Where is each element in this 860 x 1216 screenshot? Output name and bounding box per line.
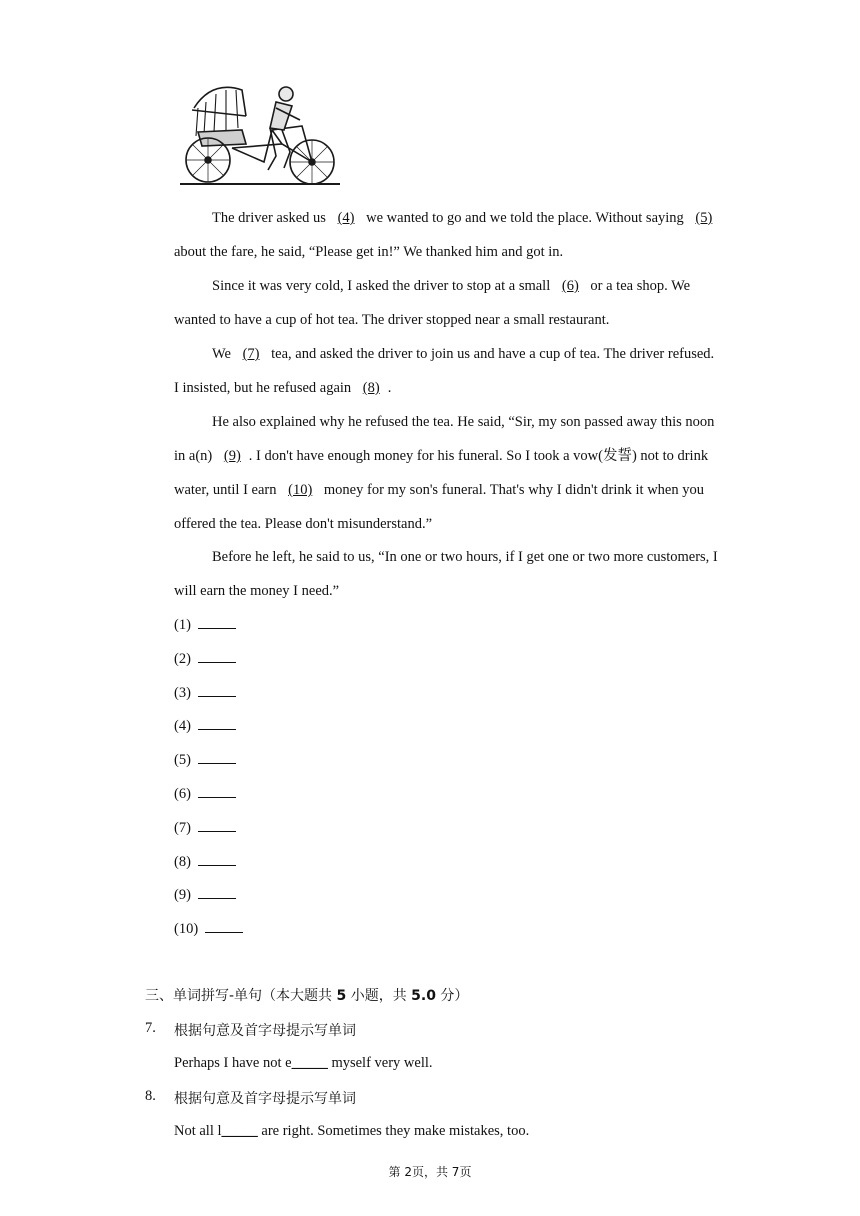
answer-line[interactable] xyxy=(198,684,236,697)
blank-10: (10) xyxy=(288,482,313,498)
answer-item: (8) xyxy=(174,853,236,871)
blank-9: (9) xyxy=(223,448,241,464)
answer-line[interactable] xyxy=(198,853,236,866)
answer-blank[interactable]: _____ xyxy=(221,1123,258,1139)
answer-line[interactable] xyxy=(198,616,236,629)
answer-item: (4) xyxy=(174,717,236,735)
passage-paragraph-3: We (7) tea, and asked the driver to join us and have a cup of tea. The driver refused. I insisted, but he refused again (8) . xyxy=(174,346,715,396)
answer-item: (6) xyxy=(174,785,236,803)
blank-4: (4) xyxy=(337,210,355,226)
answer-item: (2) xyxy=(174,650,236,668)
answer-line[interactable] xyxy=(198,886,236,899)
passage-paragraph-2: Since it was very cold, I asked the driver to stop at a small (6) or a tea shop. We wanted to have a cup of hot tea. The driver stopped near a small restaurant. xyxy=(174,278,691,328)
answer-item: (1) xyxy=(174,616,236,634)
page-footer: 第 2页，共 7页 xyxy=(388,1165,472,1179)
answer-line[interactable] xyxy=(205,920,243,933)
question-sentence: Not all l_____ are right. Sometimes they make mistakes, too. xyxy=(174,1123,530,1139)
blank-5: (5) xyxy=(695,210,713,226)
answer-item: (7) xyxy=(174,819,236,837)
answer-item: (3) xyxy=(174,684,236,702)
answer-item: (9) xyxy=(174,886,236,904)
answer-line[interactable] xyxy=(198,819,236,832)
question-sentence: Perhaps I have not e_____ myself very well. xyxy=(174,1055,433,1071)
rickshaw-illustration xyxy=(172,78,342,190)
blank-6: (6) xyxy=(561,278,579,294)
answer-line[interactable] xyxy=(198,785,236,798)
answer-line[interactable] xyxy=(198,717,236,730)
passage-paragraph-4: He also explained why he refused the tea. He said, “Sir, my son passed away this noon in a(n) (9) . I don't have enough money for his funeral. So I took a vow(发誓) not to drink water, until I earn (10) money for my son's funeral. That's why I didn't drink it when you offered the tea. Please don't misunderstand.” xyxy=(174,414,715,532)
blank-7: (7) xyxy=(242,346,260,362)
blank-8: (8) xyxy=(362,380,380,396)
answer-item: (5) xyxy=(174,751,236,769)
section-heading: 三、单词拼写-单句（本大题共 5 小题，共 5.0 分） xyxy=(145,988,469,1004)
passage-paragraph-1: The driver asked us (4) we wanted to go and we told the place. Without saying (5) about the fare, he said, “Please get in!” We thanked him and got in. xyxy=(174,201,722,269)
question-number: 8. xyxy=(145,1088,156,1104)
answer-item: (10) xyxy=(174,920,243,938)
question-instruction: 根据句意及首字母提示写单词 xyxy=(174,1023,356,1039)
passage-paragraph-5: Before he left, he said to us, “In one or two hours, if I get one or two more customers, I will earn the money I need.” xyxy=(174,549,718,599)
answer-line[interactable] xyxy=(198,650,236,663)
answer-blank[interactable]: _____ xyxy=(291,1055,328,1071)
answer-line[interactable] xyxy=(198,751,236,764)
question-instruction: 根据句意及首字母提示写单词 xyxy=(174,1091,356,1107)
question-number: 7. xyxy=(145,1020,156,1036)
